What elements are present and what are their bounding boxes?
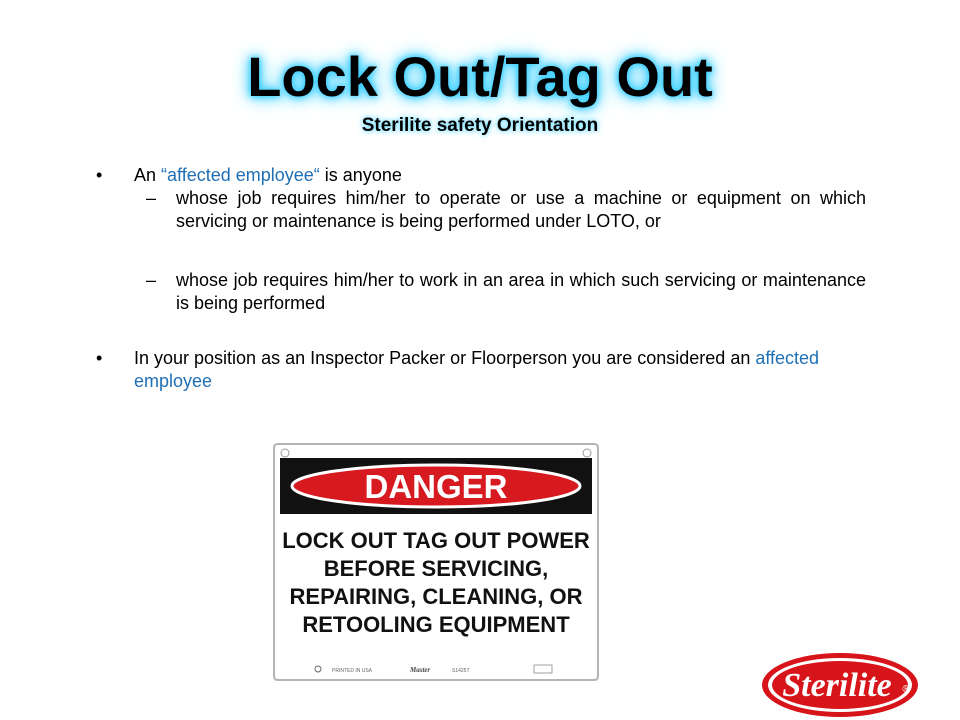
affected-employee-term: “affected employee“ xyxy=(161,165,320,185)
sub-bullet-item xyxy=(96,269,866,315)
sub-bullet-text: whose job requires him/her to work in an area in which such servicing or maintenance is being performed xyxy=(176,270,866,313)
bullet-item xyxy=(96,347,866,393)
bullet-text-prefix: An xyxy=(134,165,162,185)
slide-subtitle: Sterilite safety Orientation xyxy=(361,115,599,136)
danger-sign-image xyxy=(272,440,600,684)
sign-line: LOCK OUT TAG OUT POWER xyxy=(282,528,590,553)
bullet-text-suffix: is anyone xyxy=(319,165,402,185)
slide-body xyxy=(96,164,866,393)
sign-line: RETOOLING EQUIPMENT xyxy=(302,612,570,637)
sterilite-logo xyxy=(760,648,920,718)
dash-marker: – xyxy=(146,188,157,208)
bullet-marker: • xyxy=(96,165,103,185)
affected-employee-term: affected employee xyxy=(134,348,820,391)
sign-footer-code: S1425T xyxy=(452,668,470,674)
sign-header-text: DANGER xyxy=(364,468,508,505)
bullet-text-prefix: In your position as an Inspector Packer or Floorperson you are considered an xyxy=(134,348,756,368)
sub-bullet-text: whose job requires him/her to operate or use a machine or equipment on which servicing or maintenance is being performed under LOTO, or xyxy=(176,188,866,231)
sub-bullet-item xyxy=(96,187,866,233)
logo-registered-mark: ® xyxy=(902,684,910,695)
slide-title: Lock Out/Tag Out xyxy=(247,45,713,108)
sign-line: REPAIRING, CLEANING, OR xyxy=(289,584,583,609)
dash-marker: – xyxy=(146,270,157,290)
bullet-marker: • xyxy=(96,348,103,368)
sign-line: BEFORE SERVICING, xyxy=(323,556,549,581)
sign-footer-text: PRINTED IN USA xyxy=(332,668,373,674)
sign-footer-brand: Master xyxy=(410,666,431,674)
bullet-item xyxy=(96,164,866,187)
logo-wordmark: Sterilite xyxy=(782,667,892,704)
